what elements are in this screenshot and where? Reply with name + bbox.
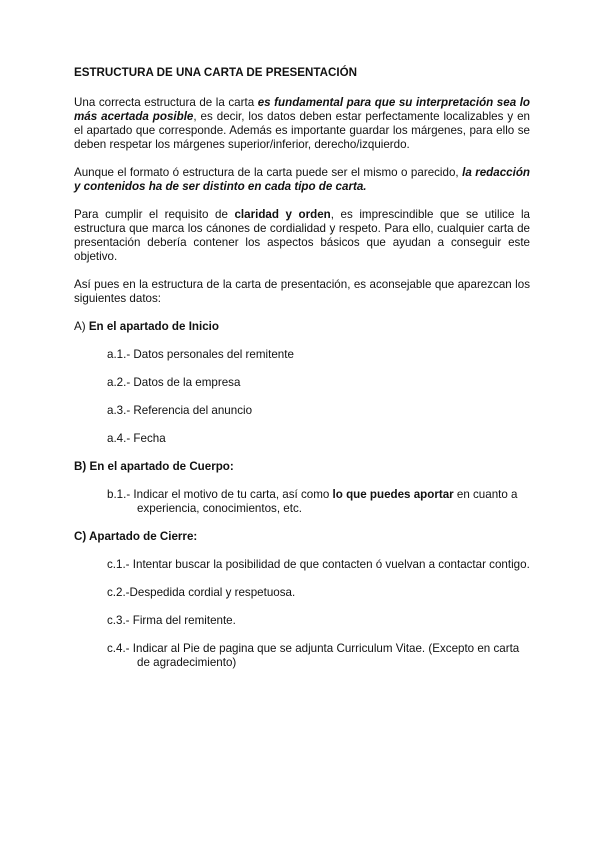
p1-text-c: , es decir, los datos deben estar perfectamente localizables y en el apartado que corresponde. Además es importante guardar los márgenes, para ello se deben respetar los márgenes superior/inferior, derecho/izquierdo.: [74, 110, 530, 151]
list-item-c1: c.1.- Intentar buscar la posibilidad de que contacten ó vuelvan a contactar contigo.: [107, 558, 530, 571]
p3-text-c: , es imprescindible que se utilice la estructura que marca los cánones de cordialidad y respeto. Para ello, cualquier carta de presentación debería contener los aspectos básicos que ayudan a conseguir este objetivo.: [74, 208, 530, 263]
list-item-a4: a.4.- Fecha: [107, 432, 166, 445]
document-title: ESTRUCTURA DE UNA CARTA DE PRESENTACIÓN: [74, 66, 357, 79]
section-a-title: En el apartado de Inicio: [88, 320, 219, 333]
section-c-heading: C) Apartado de Cierre:: [74, 530, 198, 543]
section-b-heading: B) En el apartado de Cuerpo:: [74, 460, 234, 473]
paragraph-format: [74, 166, 530, 194]
list-item-b1: [107, 488, 530, 516]
list-item-a3: a.3.- Referencia del anuncio: [107, 404, 253, 417]
p3-emphasis: claridad y orden: [234, 208, 331, 221]
p2-text-a: Aunque el formato ó estructura de la carta puede ser el mismo o parecido,: [74, 166, 463, 179]
list-item-c2: c.2.-Despedida cordial y respetuosa.: [107, 586, 296, 599]
p2-emphasis: la redacción y contenidos ha de ser distinto en cada tipo de carta.: [74, 166, 530, 193]
section-a-prefix: A): [74, 320, 89, 333]
p1-emphasis: es fundamental para que su interpretación sea lo más acertada posible: [74, 96, 531, 123]
list-item-a1: a.1.- Datos personales del remitente: [107, 348, 294, 361]
document-page: [74, 66, 530, 684]
b1-emphasis: lo que puedes aportar: [332, 488, 454, 501]
paragraph-clarity: [74, 208, 530, 264]
b1-text-c: en cuanto a experiencia, conocimientos, etc.: [137, 488, 518, 515]
p1-text-a: Una correcta estructura de la carta: [74, 96, 258, 109]
p3-text-a: Para cumplir el requisito de: [74, 208, 235, 221]
paragraph-data-list-intro: Así pues en la estructura de la carta de presentación, es aconsejable que aparezcan los siguientes datos:: [74, 278, 530, 305]
section-a-heading: [74, 320, 530, 334]
list-item-c4: c.4.- Indicar al Pie de pagina que se adjunta Curriculum Vitae. (Excepto en carta de agradecimiento): [107, 642, 520, 669]
list-item-a2: a.2.- Datos de la empresa: [107, 376, 241, 389]
b1-text-a: b.1.- Indicar el motivo de tu carta, así como: [107, 488, 333, 501]
list-item-c3: c.3.- Firma del remitente.: [107, 614, 236, 627]
paragraph-structure-intro: [74, 96, 530, 152]
